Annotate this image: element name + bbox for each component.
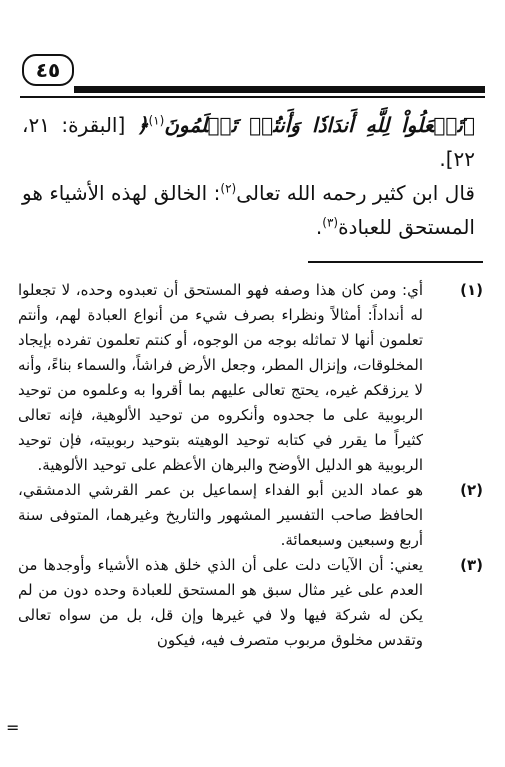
footnote-text: أي: ومن كان هذا وصفه فهو المستحق أن تعبدوه وحده، لا تجعلوا له أنداداً: أمثالاً ونظراء بصرف شيء من أنواع العبادة لهم، وأنتم تعلمون أنها لا تماثله بوجه من الوجوه، أو كنتم تعلمون تفرده بإيجاد المخلوقات، وإنزال المطر، وجعل الأرض فراشاً، والسماء بناءً، وأنه لا يرزقكم غيره، يحتج تعالى عليهم بما أقروا به وعلموه من توحيد الربوبية على ما جحدوه وأنكروه من توحيد الألوهية، فإنه تعالى كثيراً ما يقرر في كتابه توحيد الوهيته بتوحيد ربوبيته، فإن توحيد الربوبية هو الدليل الأوضح والبرهان الأعظم على توحيد الألوهية. [18,281,423,474]
footnote [18,478,483,553]
page-number-badge [22,54,74,86]
commentary-paragraph [22,176,475,244]
commentary-text-rest: : الخالق لهذه الأشياء هو المستحق للعبادة [22,181,475,239]
header-rule-thin [20,96,485,98]
footnotes [18,278,483,653]
footnote-ref-3: (٣) [322,215,339,230]
footnote-number: (١) [460,281,483,299]
footnote [18,278,483,478]
footnote [18,553,483,653]
quran-reference: [البقرة: ٢١، ٢٢]. [22,113,475,171]
header-rule [74,86,485,93]
footnote-text: هو عماد الدين أبو الفداء إسماعيل بن عمر القرشي الدمشقي، الحافظ صاحب التفسير المشهور والتاريخ وغيرهما، المتوفى سنة أربع وسبعين وسبعمائة. [18,481,423,549]
footnote-ref-2: (٢) [220,181,237,196]
quran-close-bracket: ﴾ [462,113,475,137]
commentary-end: . [315,215,323,239]
commentary-text: قال ابن كثير رحمه الله تعالى [236,181,475,205]
page-number: ٤٥ [35,58,61,82]
footnote-separator [308,261,483,263]
footnote-ref-1: (١) [148,113,165,128]
footnote-number: (٢) [460,481,483,499]
quran-verse: تَجۡعَلُواْ لِلَّهِ أَندَادٗا وَأَنتُمۡ تَعۡلَمُونَ [164,113,463,137]
quran-verse-line [22,108,475,176]
continuation-mark: = [6,718,20,737]
footnote-number: (٣) [460,556,483,574]
main-text [22,108,475,244]
footnote-text: يعني: أن الآيات دلت على أن الذي خلق هذه الأشياء وأوجدها من العدم على غير مثال سبق هو المستحق للعبادة وحده دون من لم يكن له شركة فيها ولا في غيرها وإن قل، بل من سواه تعالى وتقدس مخلوق مربوب متصرف فيه، فيكون [18,556,423,649]
quran-open-bracket: ﴿ [136,113,149,137]
